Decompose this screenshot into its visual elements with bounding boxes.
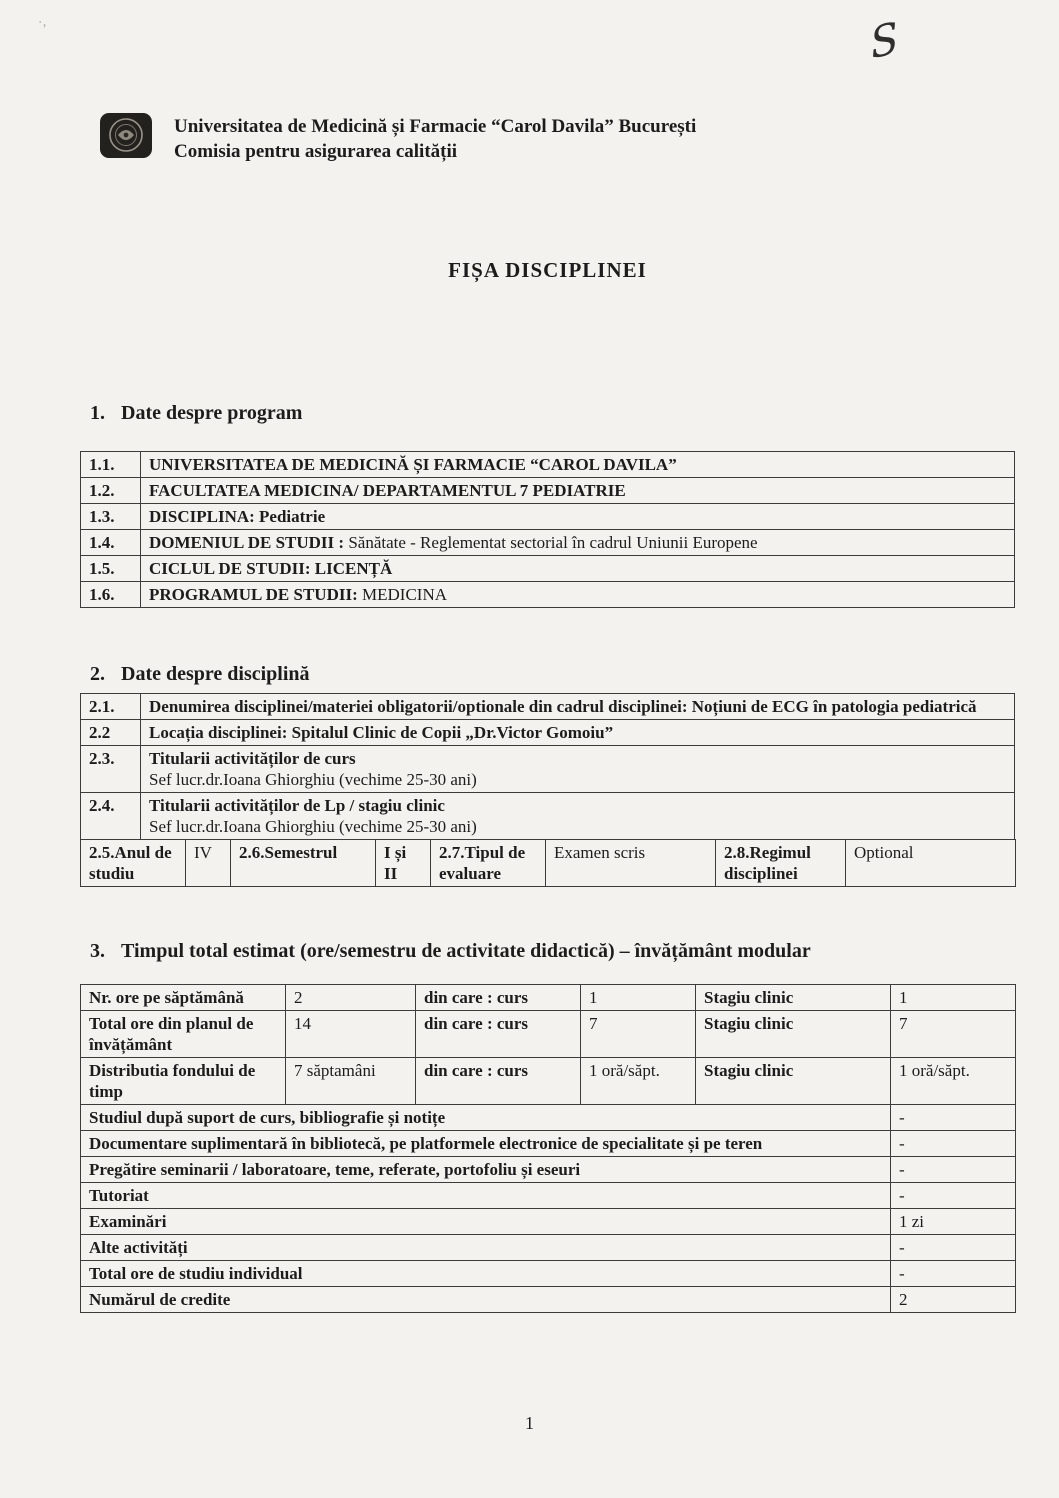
table-row bbox=[81, 985, 1016, 1011]
table-row bbox=[81, 720, 1015, 746]
university-logo bbox=[98, 110, 154, 160]
year-label: 2.5.Anul de studiu bbox=[81, 840, 186, 887]
grid-mid-label: din care : curs bbox=[416, 985, 581, 1011]
university-seal-icon bbox=[98, 110, 154, 160]
list-value: - bbox=[891, 1261, 1016, 1287]
row-number: 2.2 bbox=[81, 720, 141, 746]
list-label: Total ore de studiu individual bbox=[81, 1261, 891, 1287]
regime-value: Optional bbox=[846, 840, 1016, 887]
list-value: - bbox=[891, 1131, 1016, 1157]
committee-name: Comisia pentru asigurarea calității bbox=[174, 141, 458, 162]
field-label: Denumirea disciplinei/materiei obligatorii/optionale din cadrul disciplinei: Noțiuni de ECG în patologia pediatrică bbox=[149, 697, 977, 716]
list-label: Numărul de credite bbox=[81, 1287, 891, 1313]
row-content bbox=[141, 746, 1015, 793]
university-name: Universitatea de Medicină și Farmacie “Carol Davila” București bbox=[174, 116, 697, 137]
field-subvalue: Sef lucr.dr.Ioana Ghiorghiu (vechime 25-30 ani) bbox=[149, 770, 477, 789]
table-row bbox=[81, 746, 1015, 793]
grid-value: 14 bbox=[286, 1011, 416, 1058]
list-label: Documentare suplimentară în bibliotecă, pe platformele electronice de specialitate și pe teren bbox=[81, 1131, 891, 1157]
section-2-number: 2. bbox=[90, 663, 105, 685]
row-number: 1.5. bbox=[81, 556, 141, 582]
grid-right-label: Stagiu clinic bbox=[696, 1058, 891, 1105]
list-label: Pregătire seminarii / laboratoare, teme, referate, portofoliu și eseuri bbox=[81, 1157, 891, 1183]
table-row bbox=[81, 582, 1015, 608]
field-label: FACULTATEA MEDICINA/ DEPARTAMENTUL 7 PEDIATRIE bbox=[149, 481, 626, 500]
field-label: CICLUL DE STUDII: LICENȚĂ bbox=[149, 559, 393, 578]
table-row bbox=[81, 1058, 1016, 1105]
field-value: MEDICINA bbox=[362, 585, 447, 604]
table-date-despre-program bbox=[80, 451, 1015, 608]
table-row bbox=[81, 1209, 1016, 1235]
section-3-heading bbox=[90, 937, 1015, 965]
grid-value: 7 săptamâni bbox=[286, 1058, 416, 1105]
table-row bbox=[81, 1287, 1016, 1313]
field-label: Titularii activităților de Lp / stagiu clinic bbox=[149, 796, 445, 815]
grid-right-label: Stagiu clinic bbox=[696, 1011, 891, 1058]
grid-label: Distributia fondului de timp bbox=[81, 1058, 286, 1105]
table-row bbox=[81, 504, 1015, 530]
list-value: 1 zi bbox=[891, 1209, 1016, 1235]
row-number: 2.3. bbox=[81, 746, 141, 793]
field-subvalue: Sef lucr.dr.Ioana Ghiorghiu (vechime 25-30 ani) bbox=[149, 817, 477, 836]
section-3-number: 3. bbox=[90, 940, 105, 962]
grid-right-value: 7 bbox=[891, 1011, 1016, 1058]
table-row bbox=[81, 840, 1016, 887]
section-1-title: Date despre program bbox=[121, 402, 303, 424]
row-content bbox=[141, 793, 1015, 840]
section-1-number: 1. bbox=[90, 402, 105, 424]
section-2-heading bbox=[90, 660, 1015, 688]
list-value: - bbox=[891, 1235, 1016, 1261]
row-number: 2.1. bbox=[81, 694, 141, 720]
table-row bbox=[81, 1131, 1016, 1157]
table-row bbox=[81, 1183, 1016, 1209]
table-timp-total-estimat bbox=[80, 984, 1016, 1313]
evaluation-value: Examen scris bbox=[546, 840, 716, 887]
row-content bbox=[141, 530, 1015, 556]
grid-right-value: 1 oră/săpt. bbox=[891, 1058, 1016, 1105]
table-date-despre-disciplina bbox=[80, 693, 1015, 840]
table-disciplina-meta bbox=[80, 839, 1016, 887]
grid-right-label: Stagiu clinic bbox=[696, 985, 891, 1011]
semester-label: 2.6.Semestrul bbox=[231, 840, 376, 887]
row-content bbox=[141, 720, 1015, 746]
field-label: DISCIPLINA: Pediatrie bbox=[149, 507, 326, 526]
row-content bbox=[141, 694, 1015, 720]
grid-mid-label: din care : curs bbox=[416, 1011, 581, 1058]
year-value: IV bbox=[186, 840, 231, 887]
field-value: Sănătate - Reglementat sectorial în cadrul Uniunii Europene bbox=[348, 533, 758, 552]
table-row bbox=[81, 1235, 1016, 1261]
semester-value: I și II bbox=[376, 840, 431, 887]
table-row bbox=[81, 1261, 1016, 1287]
table-row bbox=[81, 1157, 1016, 1183]
grid-mid-label: din care : curs bbox=[416, 1058, 581, 1105]
handwritten-mark: S bbox=[868, 12, 902, 69]
row-number: 1.6. bbox=[81, 582, 141, 608]
row-content bbox=[141, 582, 1015, 608]
row-number: 2.4. bbox=[81, 793, 141, 840]
field-label: DOMENIUL DE STUDII : bbox=[149, 533, 345, 552]
table-row bbox=[81, 530, 1015, 556]
evaluation-label: 2.7.Tipul de evaluare bbox=[431, 840, 546, 887]
table-row bbox=[81, 793, 1015, 840]
grid-value: 2 bbox=[286, 985, 416, 1011]
list-label: Studiul după suport de curs, bibliografie și notițe bbox=[81, 1105, 891, 1131]
row-number: 1.1. bbox=[81, 452, 141, 478]
section-2-title: Date despre disciplină bbox=[121, 663, 310, 685]
table-row bbox=[81, 1105, 1016, 1131]
table-row bbox=[81, 556, 1015, 582]
row-content bbox=[141, 504, 1015, 530]
section-3-title: Timpul total estimat (ore/semestru de activitate didactică) – învățământ modular bbox=[121, 940, 811, 962]
row-content bbox=[141, 478, 1015, 504]
row-number: 1.3. bbox=[81, 504, 141, 530]
section-1-heading bbox=[90, 399, 1015, 427]
list-label: Examinări bbox=[81, 1209, 891, 1235]
grid-mid-value: 1 bbox=[581, 985, 696, 1011]
header-text bbox=[174, 110, 696, 164]
list-label: Tutoriat bbox=[81, 1183, 891, 1209]
row-content bbox=[141, 556, 1015, 582]
grid-mid-value: 1 oră/săpt. bbox=[581, 1058, 696, 1105]
field-label: UNIVERSITATEA DE MEDICINĂ ȘI FARMACIE “CAROL DAVILA” bbox=[149, 455, 677, 474]
table-row bbox=[81, 694, 1015, 720]
field-label: Titularii activităților de curs bbox=[149, 749, 356, 768]
row-number: 1.4. bbox=[81, 530, 141, 556]
grid-mid-value: 7 bbox=[581, 1011, 696, 1058]
list-value: - bbox=[891, 1183, 1016, 1209]
grid-right-value: 1 bbox=[891, 985, 1016, 1011]
list-label: Alte activități bbox=[81, 1235, 891, 1261]
table-row bbox=[81, 1011, 1016, 1058]
row-content bbox=[141, 452, 1015, 478]
grid-label: Nr. ore pe săptămână bbox=[81, 985, 286, 1011]
regime-label: 2.8.Regimul disciplinei bbox=[716, 840, 846, 887]
table-row bbox=[81, 452, 1015, 478]
list-value: 2 bbox=[891, 1287, 1016, 1313]
grid-label: Total ore din planul de învățământ bbox=[81, 1011, 286, 1058]
field-label: PROGRAMUL DE STUDII: bbox=[149, 585, 358, 604]
list-value: - bbox=[891, 1105, 1016, 1131]
list-value: - bbox=[891, 1157, 1016, 1183]
field-label: Locația disciplinei: Spitalul Clinic de Copii „Dr.Victor Gomoiu” bbox=[149, 723, 614, 742]
table-row bbox=[81, 478, 1015, 504]
row-number: 1.2. bbox=[81, 478, 141, 504]
scan-artifact: ·, bbox=[36, 13, 47, 30]
page-number: 1 bbox=[525, 1413, 534, 1433]
document-title: FIȘA DISCIPLINEI bbox=[448, 258, 647, 282]
